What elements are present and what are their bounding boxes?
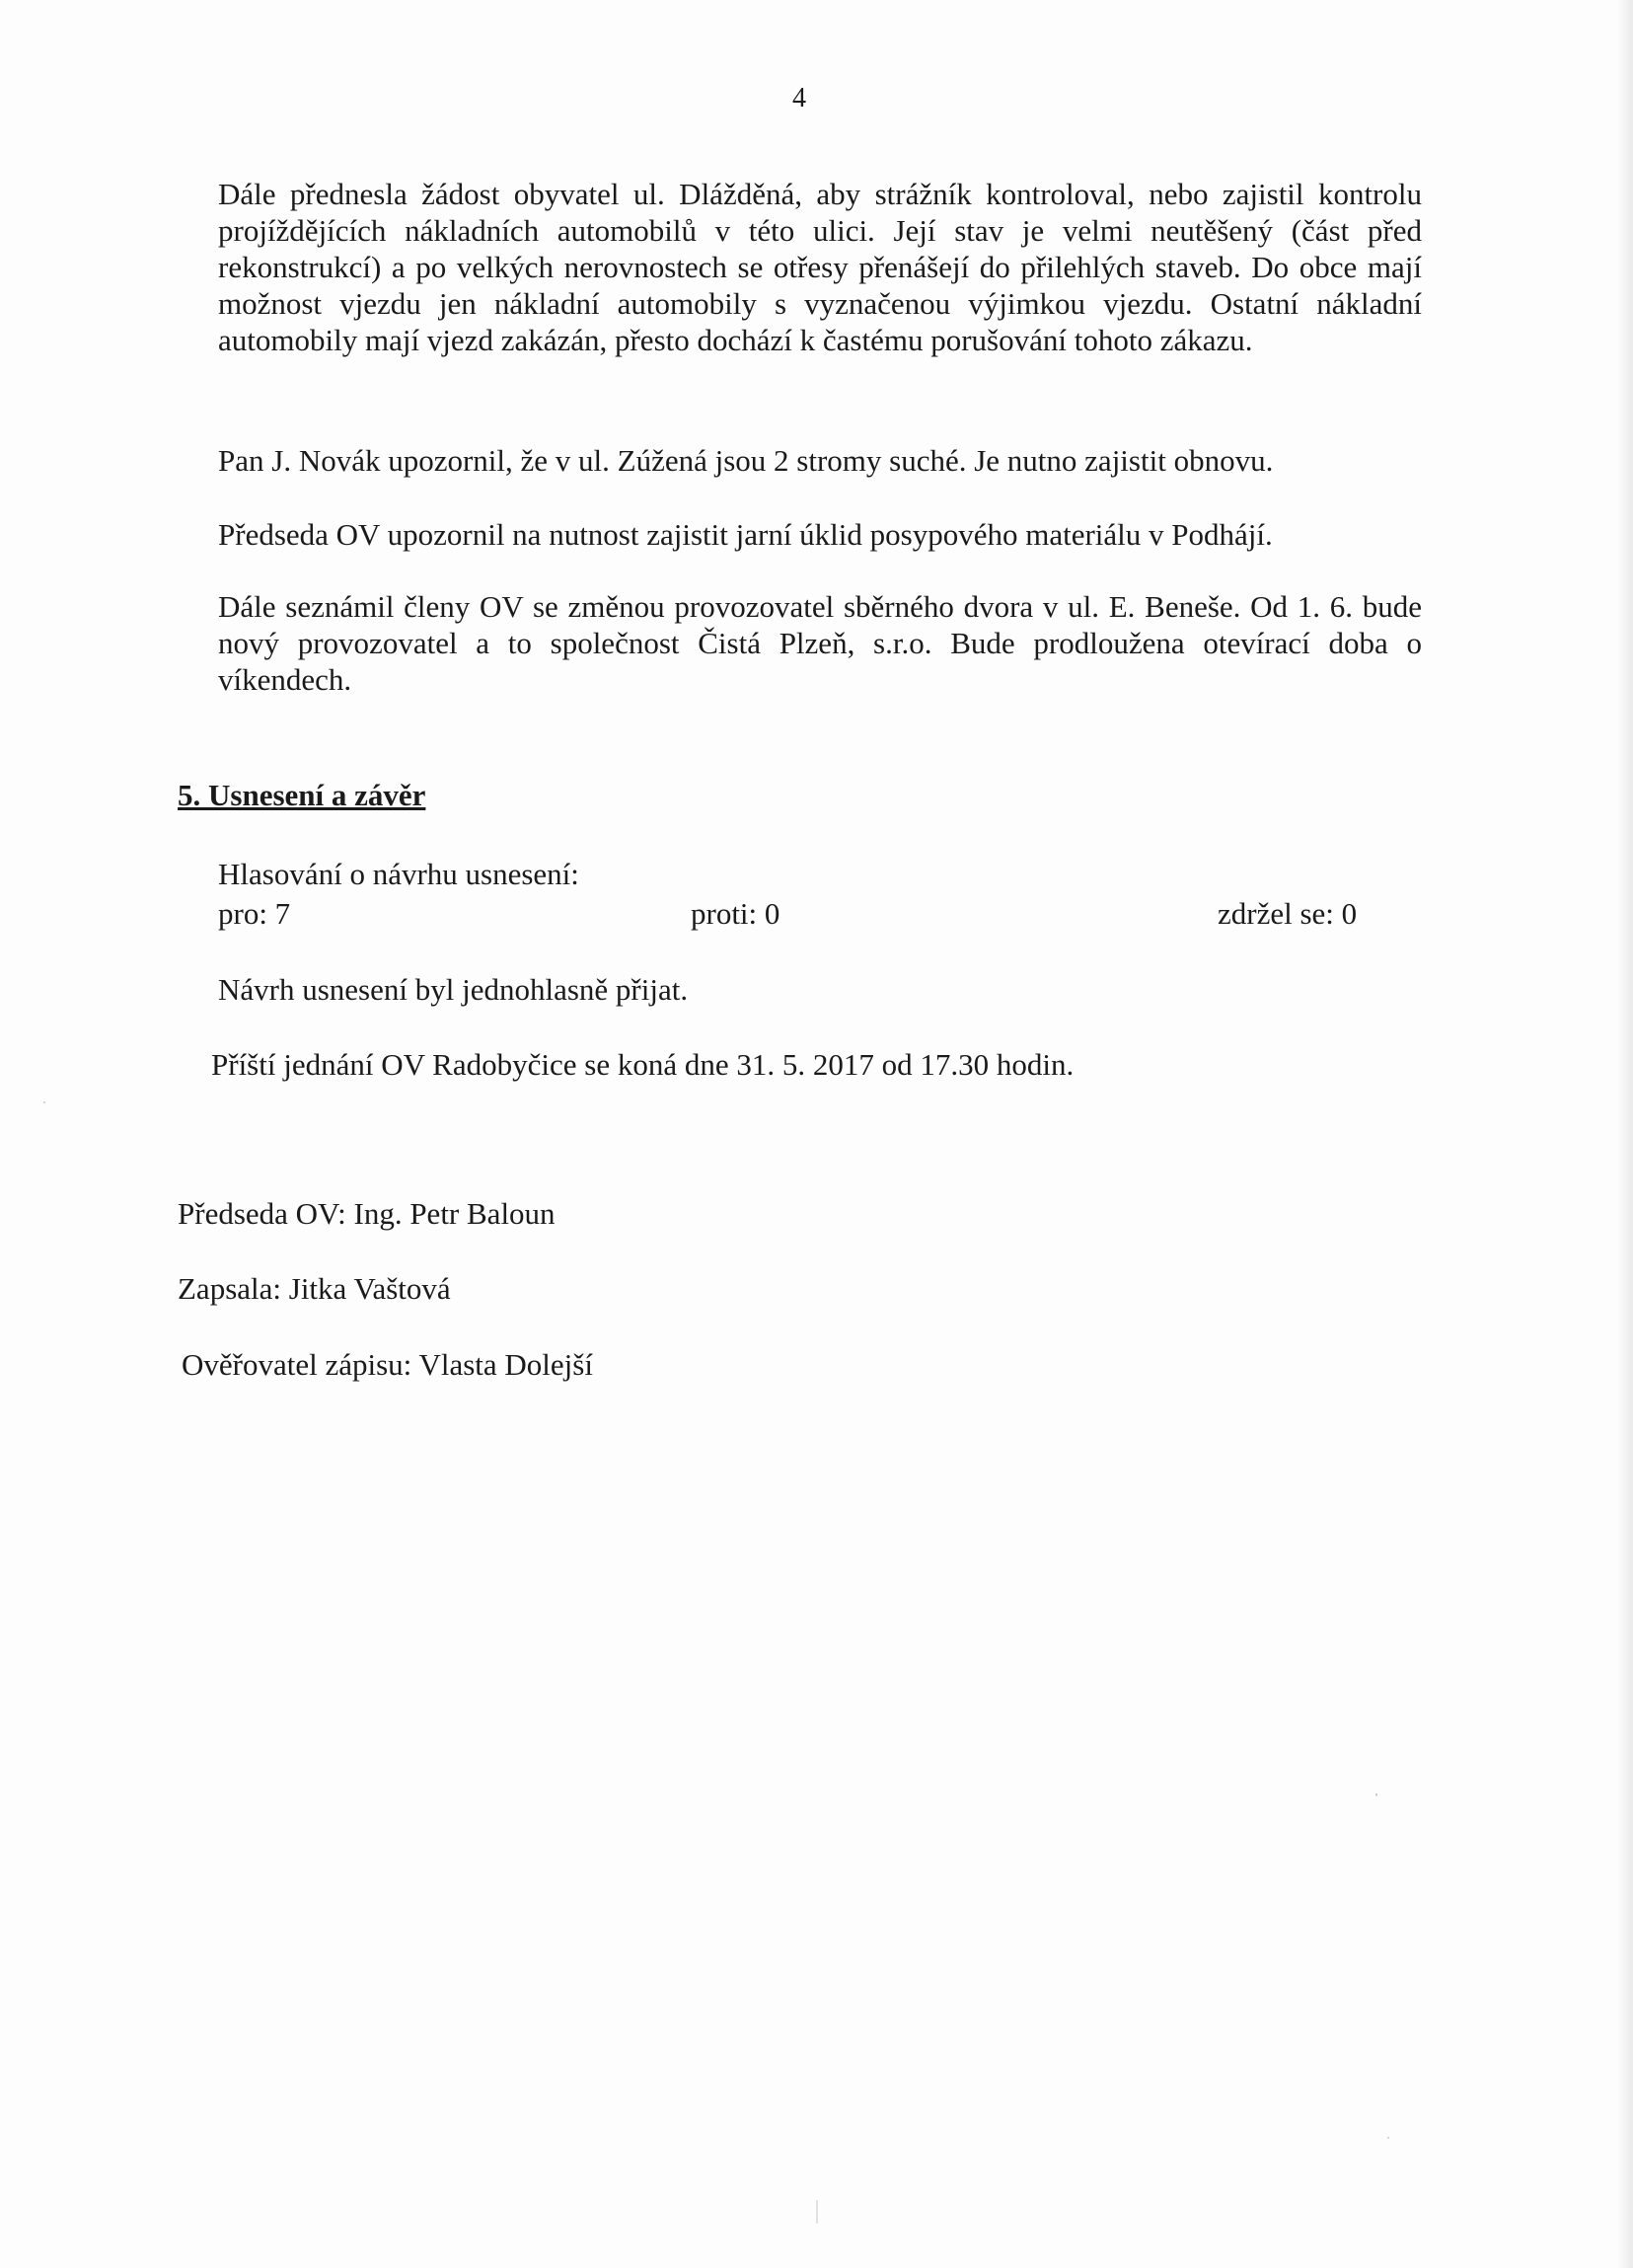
vote-pro: pro: 7 [218,896,291,931]
page-number: 4 [792,83,806,113]
scan-edge-shadow [1617,0,1633,2268]
scan-speck [1387,2137,1389,2139]
scan-speck [43,1101,45,1103]
paragraph-dry-trees: Pan J. Novák upozornil, že v ul. Zúžená jsou 2 stromy suché. Je nutno zajistit obnovu. [218,443,1274,478]
section-heading: 5. Usnesení a závěr [178,778,426,812]
vote-abstain: zdržel se: 0 [1218,896,1358,931]
paragraph-collection-yard: Dále seznámil členy OV se změnou provozovatel sběrného dvora v ul. E. Beneše. Od 1. 6. bude nový provozovatel a to společnost Čistá Plzeň, s.r.o. Bude prodloužena otevírací doba o víkendech. [218,589,1422,697]
paragraph-complaint: Dále přednesla žádost obyvatel ul. Dlážděná, aby strážník kontroloval, nebo zajistil kontrolu projíždějících nákladních automobilů v této ulici. Její stav je velmi neutěšený (část před rekonstrukcí) a po velkých nerovnostech se otřesy přenášejí do přilehlých staveb. Do obce mají možnost vjezdu jen nákladní automobily s vyznačenou výjimkou vjezdu. Ostatní nákladní automobily mají vjezd zakázán, přesto dochází k častému porušování tohoto zákazu. [218,177,1422,357]
vote-proti: proti: 0 [691,896,780,931]
next-meeting: Příští jednání OV Radobyčice se koná dne 31. 5. 2017 od 17.30 hodin. [211,1047,1075,1082]
scan-speck [1375,1793,1377,1796]
resolution-result: Návrh usnesení byl jednohlasně přijat. [218,972,689,1007]
vote-title: Hlasování o návrhu usnesení: [218,857,579,891]
scan-speck [816,2200,818,2224]
signature-recorder: Zapsala: Jitka Vaštová [178,1271,451,1306]
paragraph-spring-cleanup: Předseda OV upozornil na nutnost zajistit jarní úklid posypového materiálu v Podhájí. [218,517,1273,552]
signature-chair: Předseda OV: Ing. Petr Baloun [178,1196,556,1231]
signature-verifier: Ověřovatel zápisu: Vlasta Dolejší [182,1347,593,1382]
